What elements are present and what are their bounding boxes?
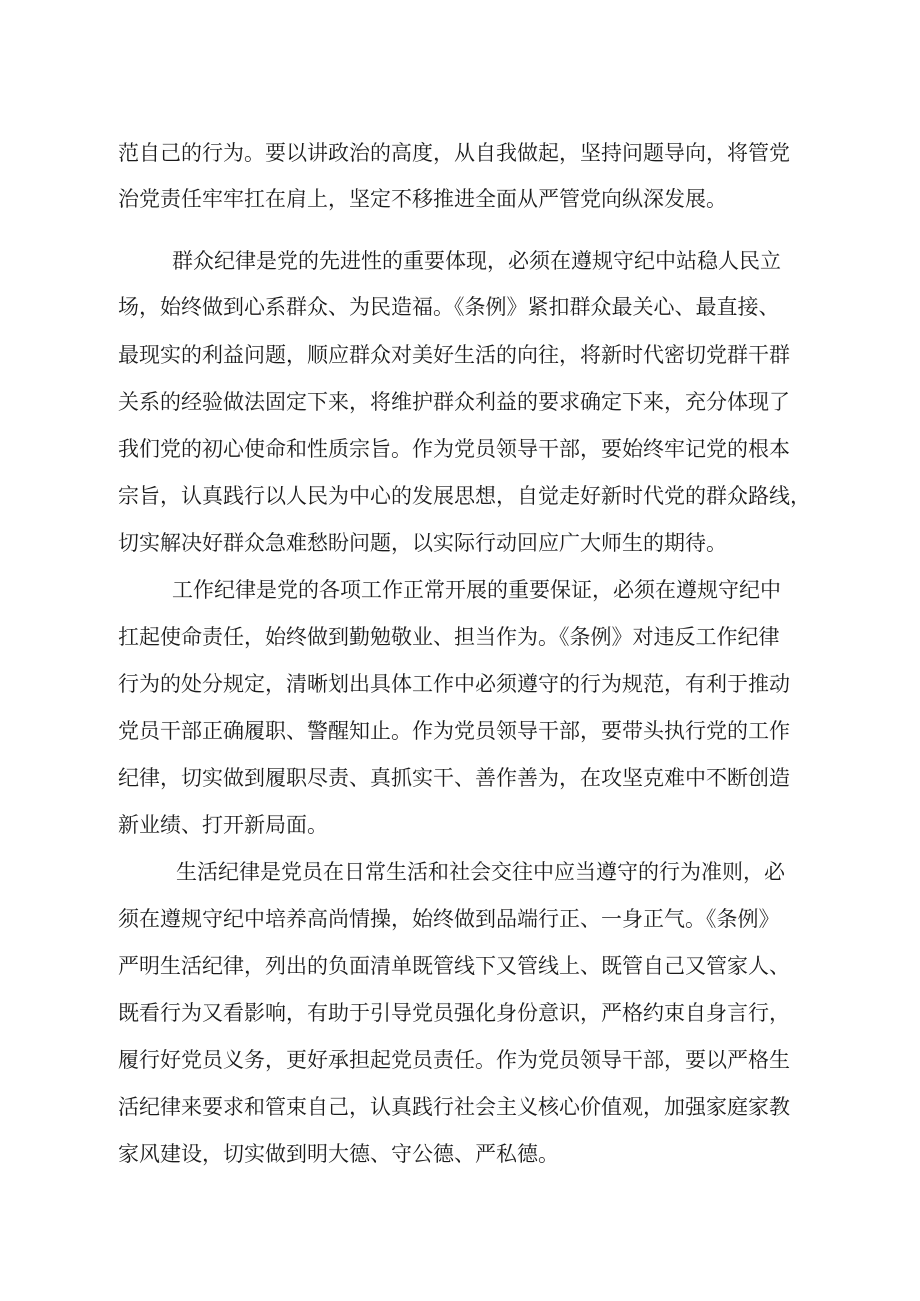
paragraph-line: 严明生活纪律，列出的负面清单既管线下又管线上、既管自己又管家人、 bbox=[118, 954, 790, 978]
paragraph-line: 活纪律来要求和管束自己，认真践行社会主义核心价值观，加强家庭家教 bbox=[118, 1095, 790, 1119]
paragraph-line: 生活纪律是党员在日常生活和社会交往中应当遵守的行为准则，必 bbox=[176, 860, 785, 884]
paragraph-line: 新业绩、打开新局面。 bbox=[118, 813, 328, 837]
paragraph-line: 范自己的行为。要以讲政治的高度，从自我做起，坚持问题导向，将管党 bbox=[118, 141, 790, 165]
paragraph-line: 须在遵规守纪中培养高尚情操，始终做到品端行正、一身正气。《条例》 bbox=[118, 907, 780, 931]
paragraph-line: 扛起使命责任，始终做到勤勉敬业、担当作为。《条例》对违反工作纪律 bbox=[118, 625, 780, 649]
paragraph-line: 我们党的初心使命和性质宗旨。作为党员领导干部，要始终牢记党的根本 bbox=[118, 437, 790, 461]
paragraph-line: 切实解决好群众急难愁盼问题，以实际行动回应广大师生的期待。 bbox=[118, 531, 727, 555]
paragraph-line: 家风建设，切实做到明大德、守公德、严私德。 bbox=[118, 1142, 559, 1166]
paragraph-line: 场，始终做到心系群众、为民造福。《条例》紧扣群众最关心、最直接、 bbox=[118, 295, 780, 319]
paragraph-line: 党员干部正确履职、警醒知止。作为党员领导干部，要带头执行党的工作 bbox=[118, 719, 790, 743]
paragraph-line: 群众纪律是党的先进性的重要体现，必须在遵规守纪中站稳人民立 bbox=[172, 249, 781, 273]
paragraph-line: 工作纪律是党的各项工作正常开展的重要保证，必须在遵规守纪中 bbox=[172, 578, 781, 602]
paragraph-line: 行为的处分规定，清晰划出具体工作中必须遵守的行为规范，有利于推动 bbox=[118, 672, 790, 696]
paragraph-line: 既看行为又看影响，有助于引导党员强化身份意识，严格约束自身言行， bbox=[118, 1001, 790, 1025]
paragraph-line: 关系的经验做法固定下来，将维护群众利益的要求确定下来，充分体现了 bbox=[118, 390, 790, 414]
paragraph-line: 纪律，切实做到履职尽责、真抓实干、善作善为，在攻坚克难中不断创造 bbox=[118, 766, 790, 790]
paragraph-line: 治党责任牢牢扛在肩上，坚定不移推进全面从严管党向纵深发展。 bbox=[118, 187, 727, 211]
paragraph-line: 宗旨，认真践行以人民为中心的发展思想，自觉走好新时代党的群众路线， bbox=[118, 484, 811, 508]
paragraph-line: 最现实的利益问题，顺应群众对美好生活的向往，将新时代密切党群干群 bbox=[118, 343, 790, 367]
paragraph-line: 履行好党员义务，更好承担起党员责任。作为党员领导干部，要以严格生 bbox=[118, 1048, 790, 1072]
